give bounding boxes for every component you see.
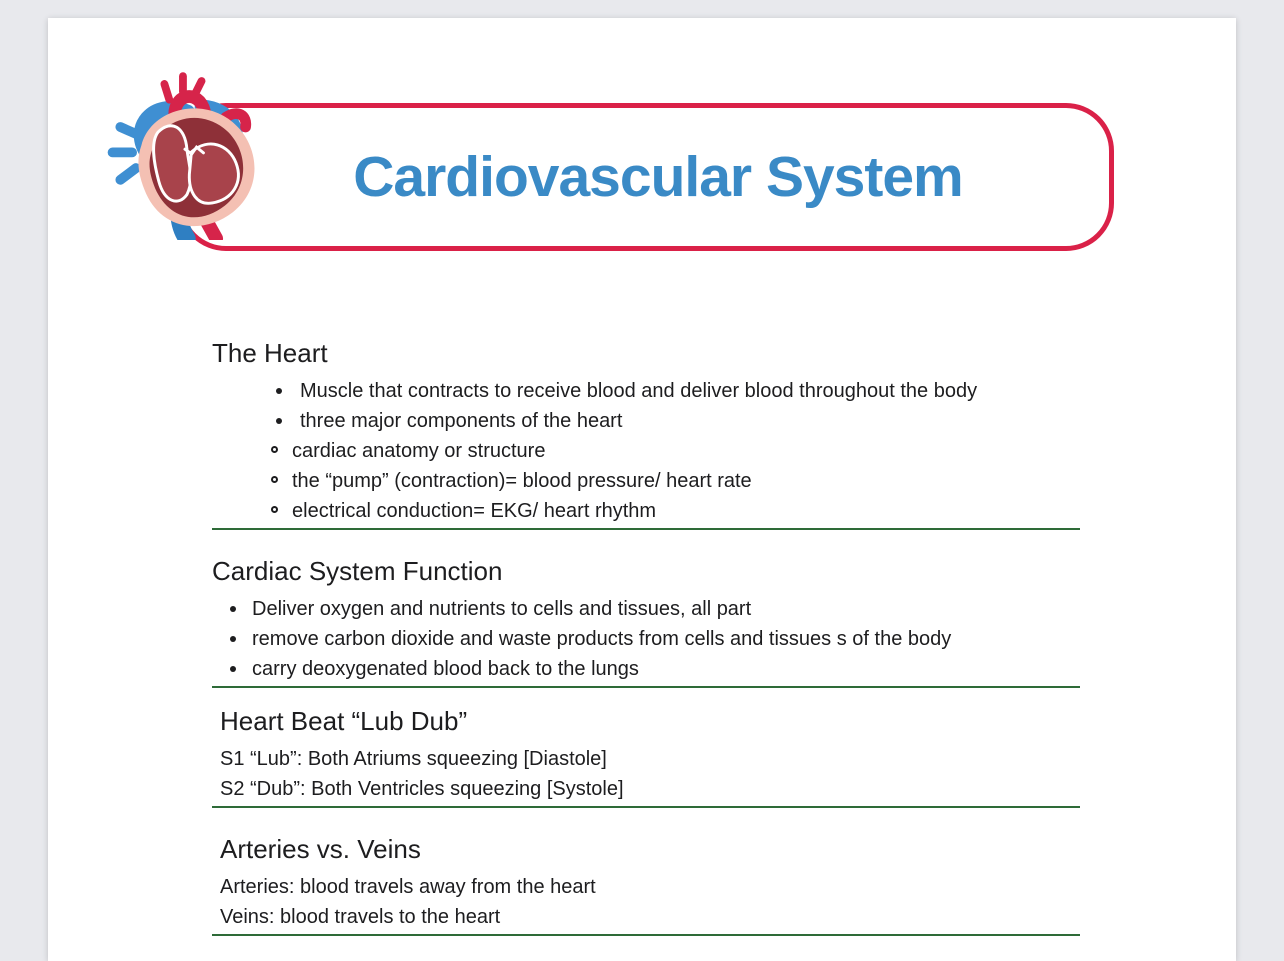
section-divider [212, 528, 1080, 530]
bullet-text: carry deoxygenated blood back to the lungs [252, 658, 639, 680]
note-line: S2 “Dub”: Both Ventricles squeezing [Systole] [220, 778, 624, 800]
bullet-list [212, 376, 1132, 526]
disc-bullet-icon [276, 418, 282, 424]
section-heading: The Heart [212, 338, 328, 368]
bullet-list [212, 594, 1132, 684]
section-heading: Arteries vs. Veins [220, 834, 421, 864]
bullet-text: Muscle that contracts to receive blood and deliver blood throughout the body [300, 380, 978, 402]
note-line: S1 “Lub”: Both Atriums squeezing [Diastole] [220, 748, 607, 770]
disc-bullet-icon [230, 666, 236, 672]
page-title: Cardiovascular System [353, 145, 963, 209]
disc-bullet-icon [230, 636, 236, 642]
disc-bullet-icon [230, 606, 236, 612]
disc-bullet-icon [276, 388, 282, 394]
section-the-heart [212, 338, 1132, 530]
list-item [212, 594, 1132, 624]
anatomical-heart-icon [93, 58, 269, 240]
section-heading: Cardiac System Function [212, 556, 503, 586]
section-divider [212, 806, 1080, 808]
section-arteries-vs-veins [212, 834, 1132, 936]
list-item [212, 466, 1132, 496]
bullet-text: cardiac anatomy or structure [292, 440, 546, 462]
list-item [212, 436, 1132, 466]
list-item [212, 624, 1132, 654]
circle-bullet-icon [271, 506, 278, 513]
notes-content [212, 338, 1132, 936]
list-item [212, 376, 1132, 406]
section-divider [212, 686, 1080, 688]
circle-bullet-icon [271, 446, 278, 453]
section-cardiac-system-function [212, 556, 1132, 688]
bullet-text: electrical conduction= EKG/ heart rhythm [292, 500, 657, 522]
circle-bullet-icon [271, 476, 278, 483]
list-item [212, 406, 1132, 436]
list-item [212, 654, 1132, 684]
bullet-text: remove carbon dioxide and waste products from cells and tissues s of the body [252, 628, 952, 650]
section-heart-beat [212, 706, 1132, 808]
bullet-text: the “pump” (contraction)= blood pressure/ heart rate [292, 470, 752, 492]
title-banner [178, 103, 1114, 251]
notes-page [48, 18, 1236, 961]
list-item [212, 496, 1132, 526]
section-divider [212, 934, 1080, 936]
bullet-text: three major components of the heart [300, 410, 623, 432]
bullet-text: Deliver oxygen and nutrients to cells and tissues, all part [252, 598, 752, 620]
note-line: Veins: blood travels to the heart [220, 906, 501, 928]
section-heading: Heart Beat “Lub Dub” [220, 706, 468, 736]
note-line: Arteries: blood travels away from the heart [220, 876, 596, 898]
